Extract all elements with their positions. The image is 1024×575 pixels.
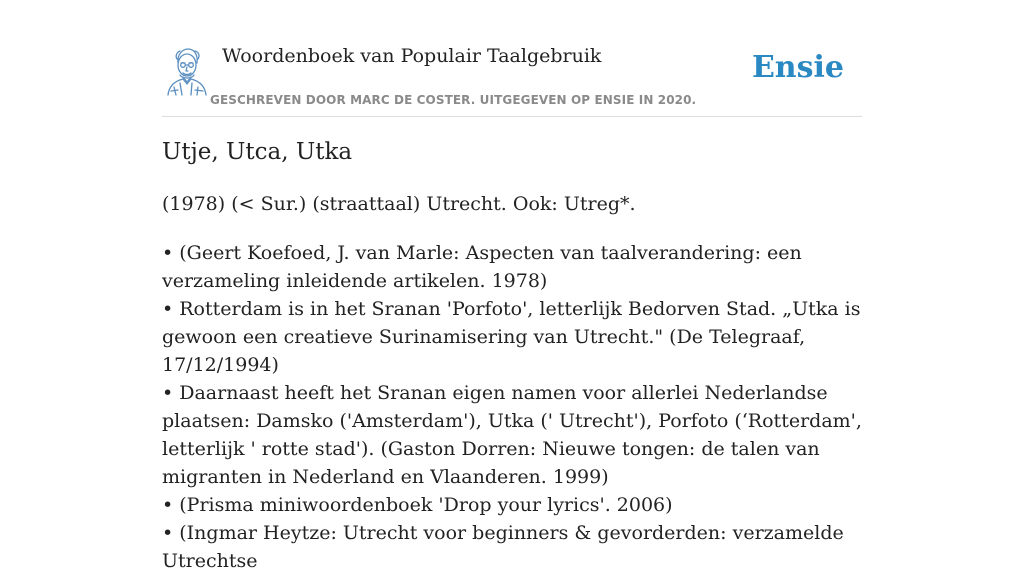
citation-item: • Rotterdam is in het Sranan 'Porfoto', letterlijk Bedorven Stad. „Utka is gewoon een creatieve Surinamisering van Utrecht." (De Telegraaf, 17/12/1994)	[162, 298, 861, 376]
author-byline: GESCHREVEN DOOR MARC DE COSTER. UITGEGEVEN OP ENSIE IN 2020.	[210, 93, 697, 107]
entry-title: Utje, Utca, Utka	[162, 139, 353, 165]
author-portrait-icon	[164, 46, 208, 96]
citation-item: • (Prisma miniwoordenboek 'Drop your lyrics'. 2006)	[162, 494, 673, 516]
content-container	[162, 0, 862, 572]
dictionary-header	[162, 0, 862, 117]
book-title-link[interactable]: Woordenboek van Populair Taalgebruik	[222, 45, 602, 67]
ensie-logo-link[interactable]: Ensie	[751, 50, 844, 85]
citation-item: • (Geert Koefoed, J. van Marle: Aspecten van taalverandering: een verzameling inleidende artikelen. 1978)	[162, 242, 802, 292]
citation-item: • (Ingmar Heytze: Utrecht voor beginners & gevorderden: verzamelde Utrechtse	[162, 522, 844, 572]
entry-definition: (1978) (< Sur.) (straattaal) Utrecht. Ook: Utreg*.	[162, 193, 636, 215]
citation-item: • Daarnaast heeft het Sranan eigen namen voor allerlei Nederlandse plaatsen: Damsko ('Amsterdam'), Utka (' Utrecht'), Porfoto (‘Rotterdam', letterlijk ' rotte stad'). (Gaston Dorren: Nieuwe tongen: de talen van migranten in Nederland en Vlaanderen. 1999)	[162, 382, 862, 488]
entry-citations	[162, 239, 862, 575]
